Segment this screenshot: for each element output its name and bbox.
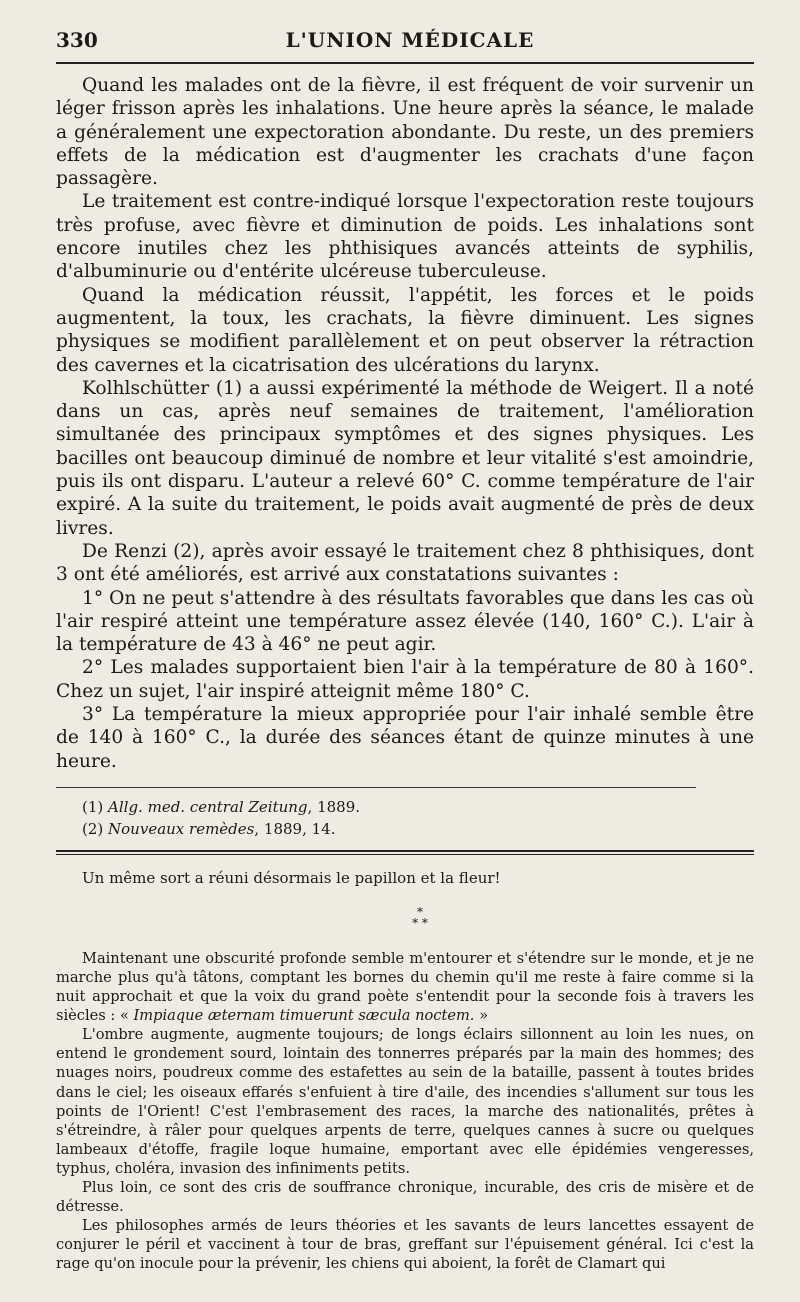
journal-title: L'UNION MÉDICALE — [285, 28, 535, 52]
paragraph: Quand la médication réussit, l'appétit, les forces et le poids augmentent, la toux, les crachats, la fièvre diminuent. Les signes physiques se modifient parallèlement et on peut observer la rétraction des cavernes et la cicatrisation des ulcérations du larynx. — [56, 284, 754, 376]
paragraph: Les philosophes armés de leurs théories et les savants de leurs lancettes essayent de conjurer le péril et vaccinent à tour de bras, greffant sur l'épuisement général. Ici c'est la rage qu'on inocule pour la prévenir, les chiens qui aboient, la forêt de Clamart qui — [56, 1217, 754, 1273]
latin-quote: Impiaque æternam timuerunt sæcula noctem. — [133, 1007, 475, 1025]
paragraph: De Renzi (2), après avoir essayé le traitement chez 8 phthisiques, dont 3 ont été améliorés, est arrivé aux constatations suivantes : — [56, 540, 754, 586]
asterism-top: * — [417, 904, 423, 919]
footnote-detail: , 1889. — [307, 797, 361, 816]
asterism — [56, 904, 754, 930]
paragraph: L'ombre augmente, augmente toujours; de longs éclairs sillonnent au loin les nues, on entend le grondement sourd, lointain des tonnerres préparés par la main des hommes; des nuages noirs, poudreux comme des estafettes au sein de la bataille, passent à toutes brides dans le ciel; les oiseaux effarés s'enfuient à tire d'aile, des incendies s'allument sur tous les points de l'Orient! C'est l'embrasement des races, la marche des nationalités, prêtes à s'étreindre, à râler pour quelques arpents de terre, quelques cannes à sucre ou quelques lambeaux d'étoffe, fragile loque humaine, emportant avec elle épidémies vengeresses, typhus, choléra, invasion des infiniments petits. — [56, 1026, 754, 1177]
footnote-title: Allg. med. central Zeitung — [108, 797, 308, 816]
paragraph-text: » — [474, 1007, 489, 1025]
footnote-rule — [56, 787, 696, 788]
footnote-detail: , 1889, 14. — [254, 819, 336, 838]
epigraph: Un même sort a réuni désormais le papillon et la fleur! — [82, 868, 501, 887]
paragraph-text: Maintenant une obscurité profonde semble m'entourer et s'étendre sur le monde, et je ne marche plus qu'à tâtons, comptant les bornes du chemin qu'il me reste à faire comme si la nuit approchait et que la voix du grand poète s'entendit pour la seconde fois à travers les siècles : « — [56, 949, 754, 1025]
header-rule — [56, 62, 754, 64]
footnote — [82, 818, 754, 840]
paragraph: Kolhlschütter (1) a aussi expérimenté la méthode de Weigert. Il a noté dans un cas, après neuf semaines de traitement, l'amélioration simultanée des principaux symptômes et des signes physiques. Les bacilles ont beaucoup diminué de nombre et leur vitalité s'est amoindrie, puis ils ont disparu. L'auteur a relevé 60° C. comme température de l'air expiré. A la suite du traitement, le poids avait augmenté de près de deux livres. — [56, 377, 754, 539]
paragraph: Quand les malades ont de la fièvre, il est fréquent de voir survenir un léger frisson après les inhalations. Une heure après la séance, le malade a généralement une expectoration abondante. Du reste, un des premiers effets de la médication est d'augmenter les crachats d'une façon passagère. — [56, 75, 754, 190]
section-divider — [56, 850, 754, 855]
footnote-number: (2) — [82, 819, 104, 838]
footnote — [82, 796, 754, 818]
running-header — [56, 28, 754, 58]
paragraph: Le traitement est contre-indiqué lorsque l'expectoration reste toujours très profuse, avec fièvre et diminution de poids. Les inhalations sont encore inutiles chez les phthisiques avancés atteints de syphilis, d'albuminurie ou d'entérite ulcéreuse tuberculeuse. — [56, 191, 754, 283]
paragraph: 3° La température la mieux appropriée pour l'air inhalé semble être de 140 à 160° C., la durée des séances étant de quinze minutes à une heure. — [56, 704, 754, 772]
paragraph: 2° Les malades supportaient bien l'air à la température de 80 à 160°. Chez un sujet, l'air inspiré atteignit même 180° C. — [56, 657, 754, 702]
feuilleton-text — [56, 949, 754, 1274]
page-number: 330 — [56, 28, 98, 52]
footnotes — [56, 796, 754, 840]
paragraph: Plus loin, ce sont des cris de souffrance chronique, incurable, des cris de misère et de détresse. — [56, 1179, 754, 1216]
asterism-bottom: * * — [412, 915, 428, 930]
footnote-title: Nouveaux remèdes — [108, 819, 255, 838]
paragraph: 1° On ne peut s'attendre à des résultats favorables que dans les cas où l'air respiré atteint une température assez élevée (140, 160° C.). L'air à la température de 43 à 46° ne peut agir. — [56, 587, 754, 656]
paragraph — [56, 949, 754, 1025]
article-body — [56, 74, 754, 773]
footnote-number: (1) — [82, 797, 104, 816]
